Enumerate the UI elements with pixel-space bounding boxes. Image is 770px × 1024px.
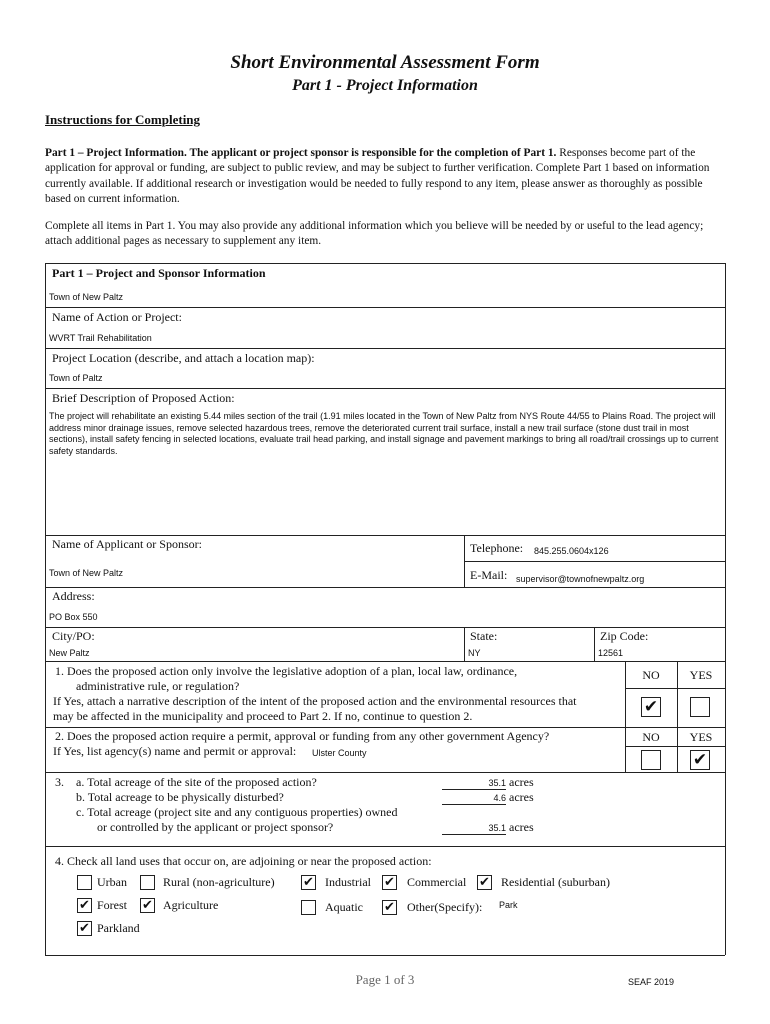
instructions-p1-rest: Responses become part of the application for approval or funding, are subject to public review, and may be subject to further verification. Complete Part 1 based on information currently available. If additional research or investigation would be needed to fully respond to any item, please answer as thoroughly as possible based on current information. [45,147,710,206]
q3-c-value[interactable]: 35.1 [442,823,506,835]
q3-a-value[interactable]: 35.1 [442,778,506,790]
telephone-label: Telephone: [470,541,524,555]
instructions-paragraph-2: Complete all items in Part 1. You may also provide any additional information which you believe will be needed by or useful to the lead agency; attach additional pages as necessary to supplement any item. [45,220,704,248]
zip-field[interactable]: 12561 [598,648,624,658]
q3-c-label-line1: c. Total acreage (project site and any contiguous properties) owned [76,805,398,819]
landuse-aquatic-label: Aquatic [325,900,363,914]
email-field[interactable]: supervisor@townofnewpaltz.org [516,574,645,584]
q4-question: 4. Check all land uses that occur on, are adjoining or near the proposed action: [55,854,432,868]
q3-c-answer [442,820,534,835]
q3-b-label: b. Total acreage to be physically disturbed? [76,790,284,804]
landuse-rural-checkbox[interactable] [140,875,155,890]
landuse-urban-label: Urban [97,875,127,889]
address-field[interactable]: PO Box 550 [49,612,98,622]
q2-yes-label: YES [689,730,713,744]
q1-line4: may be affected in the municipality and proceed to Part 2. If no, continue to question 2. [53,709,473,723]
q2-no-label: NO [642,730,660,744]
sponsor-top-field[interactable]: Town of New Paltz [49,292,124,302]
q1-line3: If Yes, attach a narrative description of the intent of the proposed action and the environmental resources that [53,694,577,708]
q2-line1: 2. Does the proposed action require a permit, approval or funding from any other government Agency? [55,729,550,743]
q3-a-unit: acres [509,775,534,789]
q2-line2: If Yes, list agency(s) name and permit or approval: [53,744,297,758]
location-field[interactable]: Town of Paltz [49,373,103,383]
landuse-residential-checkbox[interactable]: ✔ [477,875,492,890]
section-title: Part 1 – Project and Sponsor Information [52,266,266,280]
form-id: SEAF 2019 [628,977,675,987]
description-field[interactable]: The project will rehabilitate an existing 5.44 miles section of the trail (1.91 miles located in the Town of New Paltz from NYS Route 44/55 to Plains Road. The project will address minor drainage issues, remove selected hazardous trees, remove the deteriorated current trail surface, install a new trail surface (stone dust trail in most sections), install safety fencing in selected locations, evaluate trail head parking, and install signage and pavement markings to bring all road/trail crossings up to current safety standards. [49,411,719,457]
landuse-forest-label: Forest [97,898,127,912]
telephone-field[interactable]: 845.255.0604x126 [534,546,609,556]
q1-line1: 1. Does the proposed action only involve the legislative adoption of a plan, local law, ordinance, [55,664,518,678]
q3-number: 3. [55,775,64,789]
description-label: Brief Description of Proposed Action: [52,391,235,405]
applicant-label: Name of Applicant or Sponsor: [52,537,202,551]
q3-b-unit: acres [509,790,534,804]
email-label: E-Mail: [470,568,508,582]
instructions-paragraph-1 [45,146,725,208]
city-field[interactable]: New Paltz [49,648,90,658]
landuse-parkland-checkbox[interactable]: ✔ [77,921,92,936]
action-name-field[interactable]: WVRT Trail Rehabilitation [49,333,152,343]
landuse-other-label: Other(Specify): [407,900,483,914]
city-label: City/PO: [52,629,95,643]
q3-c-unit: acres [509,820,534,834]
landuse-industrial-label: Industrial [325,875,371,889]
landuse-urban-checkbox[interactable] [77,875,92,890]
q1-line2: administrative rule, or regulation? [76,679,240,693]
landuse-commercial-checkbox[interactable]: ✔ [382,875,397,890]
landuse-residential-label: Residential (suburban) [501,875,610,889]
landuse-forest-checkbox[interactable]: ✔ [77,898,92,913]
location-label: Project Location (describe, and attach a location map): [52,351,315,365]
q1-yes-checkbox[interactable] [690,697,710,717]
landuse-other-checkbox[interactable]: ✔ [382,900,397,915]
landuse-parkland-label: Parkland [97,921,140,935]
landuse-rural-label: Rural (non-agriculture) [163,875,275,889]
address-label: Address: [52,589,95,603]
q1-yes-label: YES [689,668,713,682]
state-label: State: [470,629,498,643]
q1-no-label: NO [642,668,660,682]
zip-label: Zip Code: [600,629,649,643]
q3-a-label: a. Total acreage of the site of the proposed action? [76,775,317,789]
landuse-industrial-checkbox[interactable]: ✔ [301,875,316,890]
form-title: Short Environmental Assessment Form [230,52,540,73]
landuse-commercial-label: Commercial [407,875,467,889]
q3-b-answer [442,790,534,805]
landuse-aquatic-checkbox[interactable] [301,900,316,915]
landuse-agriculture-label: Agriculture [163,898,219,912]
q1-no-checkbox[interactable]: ✔ [641,697,661,717]
landuse-other-field[interactable]: Park [499,900,518,910]
state-field[interactable]: NY [468,648,481,658]
instructions-heading: Instructions for Completing [45,112,201,127]
instructions-p1-bold: Part 1 – Project Information. The applicant or project sponsor is responsible for the completion of Part 1. [45,147,557,159]
q2-no-checkbox[interactable] [641,750,661,770]
q3-a-answer [442,775,534,790]
q2-yes-checkbox[interactable]: ✔ [690,750,710,770]
q3-c-label-line2: or controlled by the applicant or project sponsor? [97,820,334,834]
q2-agency-field[interactable]: Ulster County [312,748,367,758]
action-label: Name of Action or Project: [52,310,182,324]
applicant-field[interactable]: Town of New Paltz [49,568,124,578]
q3-b-value[interactable]: 4.6 [442,793,506,805]
landuse-agriculture-checkbox[interactable]: ✔ [140,898,155,913]
form-subtitle: Part 1 - Project Information [292,77,478,94]
page-number: Page 1 of 3 [355,972,415,987]
